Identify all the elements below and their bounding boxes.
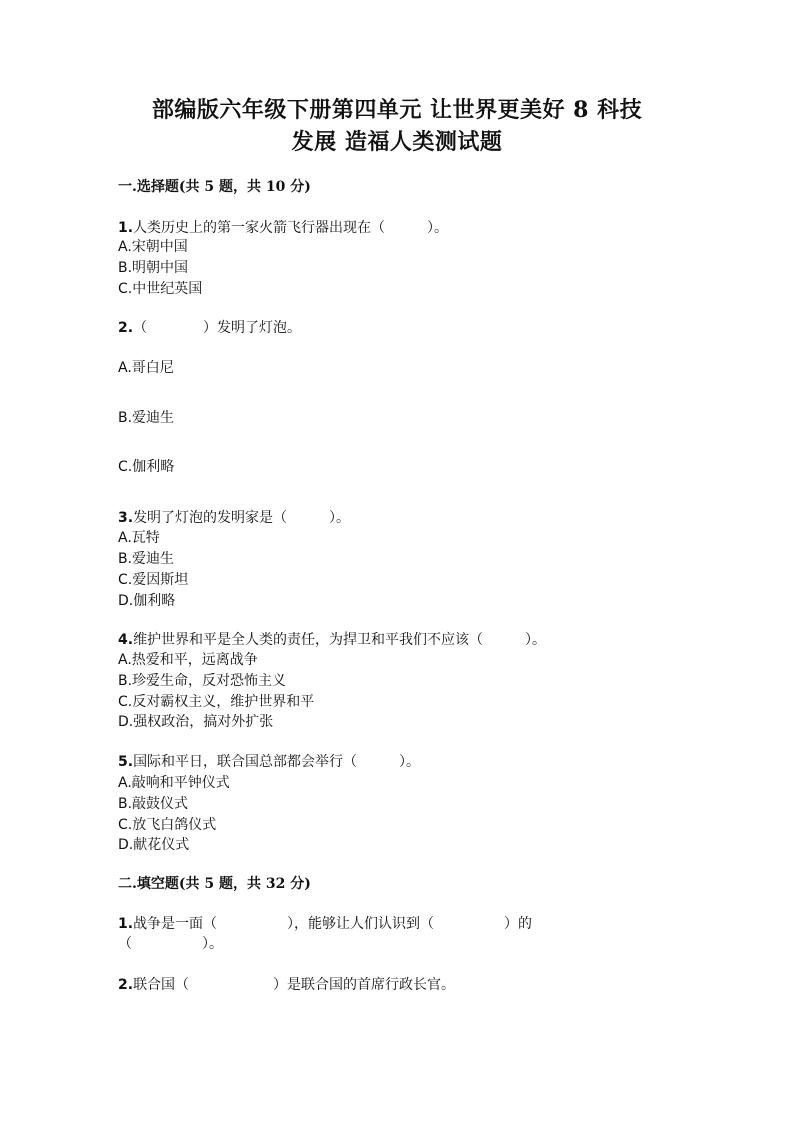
question-number: 2. [118,977,134,993]
option: A.热爱和平，远离战争 [118,652,258,668]
option: C.伽利略 [118,459,175,475]
option: A.瓦特 [118,530,160,546]
question-number: 5. [118,754,134,770]
fill-question-1 [118,914,532,934]
question-text: 人类历史上的第一家火箭飞行器出现在（ ）。 [133,220,449,236]
option: D.伽利略 [118,593,176,609]
question-text: 联合国（ ）是联合国的首席行政长官。 [133,977,456,993]
option: C.放飞白鸽仪式 [118,817,217,833]
question-4 [118,630,546,650]
question-text: （ ）发明了灯泡。 [133,320,302,336]
option: B.爱迪生 [118,551,175,567]
option: B.珍爱生命，反对恐怖主义 [118,673,287,689]
option: C.爱因斯坦 [118,572,189,588]
option: C.反对霸权主义，维护世界和平 [118,694,315,710]
question-number: 4. [118,632,134,648]
option: D.献花仪式 [118,837,190,853]
fill-question-2 [118,975,455,995]
section-heading-fill-blank: 二.填空题(共 5 题，共 32 分) [118,876,311,892]
question-1 [118,218,448,238]
title-line-2: 发展 造福人类测试题 [291,129,503,155]
option: A.敲响和平钟仪式 [118,775,230,791]
question-2 [118,318,301,338]
question-text: 国际和平日，联合国总部都会举行（ ）。 [133,754,421,770]
question-number: 3. [118,510,134,526]
option: A.宋朝中国 [118,239,188,255]
option: B.爱迪生 [118,410,175,426]
option: C.中世纪英国 [118,281,203,297]
option: D.强权政治，搞对外扩张 [118,714,274,730]
question-number: 2. [118,320,134,336]
section-heading-choice: 一.选择题(共 5 题，共 10 分) [118,179,311,195]
question-continuation: （ ）。 [118,936,223,952]
option: B.敲鼓仪式 [118,796,189,812]
question-text: 维护世界和平是全人类的责任，为捍卫和平我们不应该（ ）。 [133,632,547,648]
question-text: 发明了灯泡的发明家是（ ）。 [133,510,351,526]
question-3 [118,508,350,528]
question-number: 1. [118,916,134,932]
question-number: 1. [118,220,134,236]
title-line-1: 部编版六年级下册第四单元 让世界更美好 8 科技 [151,97,643,123]
question-5 [118,752,420,772]
document-title [60,94,734,158]
option: B.明朝中国 [118,260,189,276]
option: A.哥白尼 [118,360,174,376]
question-text: 战争是一面（ ），能够让人们认识到（ ）的 [133,916,533,932]
